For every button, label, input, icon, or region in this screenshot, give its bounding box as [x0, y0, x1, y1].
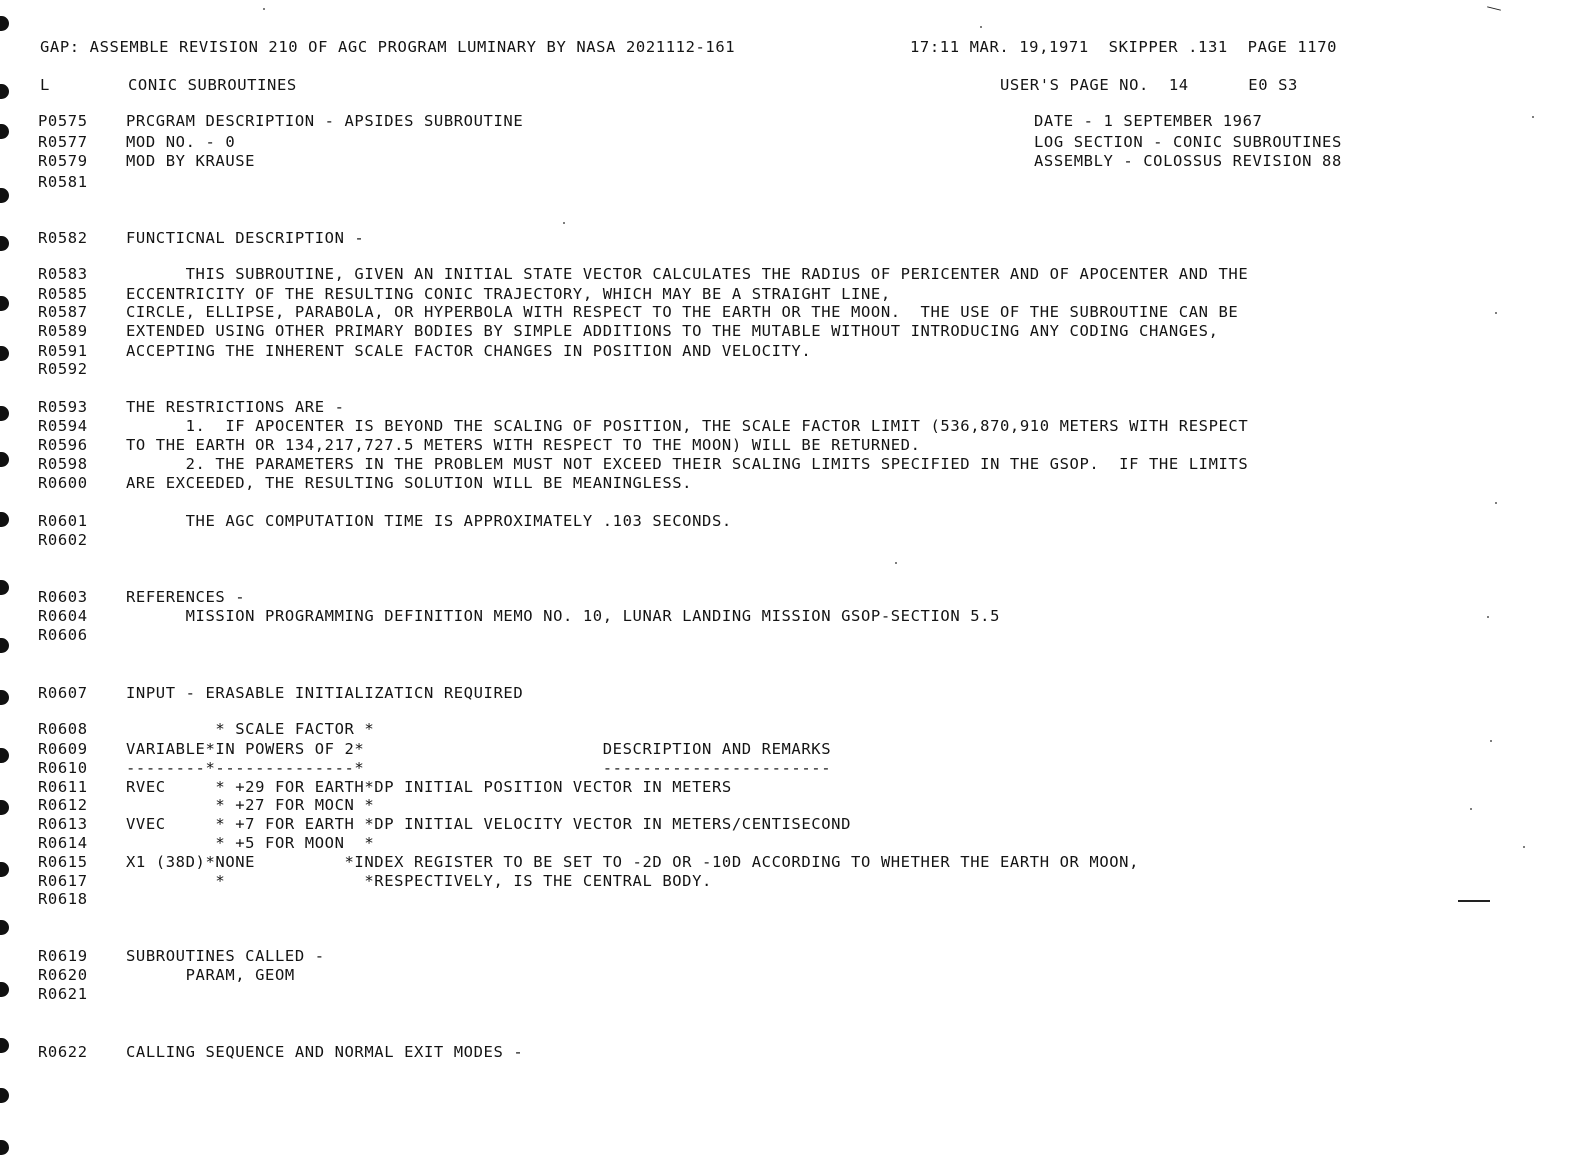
scan-speck: [1523, 846, 1525, 848]
line-text: MOD BY KRAUSE: [126, 152, 256, 170]
binder-mark: [0, 982, 9, 997]
users-page-number: USER'S PAGE NO. 14 E0 S3: [1000, 76, 1298, 94]
line-text: * SCALE FACTOR *: [126, 720, 375, 738]
line-text: --------*--------------* -----------------------: [126, 759, 832, 777]
binder-mark: [0, 1140, 9, 1155]
scan-speck: [1495, 312, 1497, 314]
line-text: X1 (38D)*NONE *INDEX REGISTER TO BE SET TO -2D OR -10D ACCORDING TO WHETHER THE EARTH OR MOON,: [126, 853, 1140, 871]
scan-mark: [1487, 6, 1501, 10]
binder-mark: [0, 800, 9, 815]
line-text: 2. THE PARAMETERS IN THE PROBLEM MUST NOT EXCEED THEIR SCALING LIMITS SPECIFIED IN THE GSOP. IF THE LIMITS: [126, 455, 1249, 473]
line-text: * +27 FOR MOCN *: [126, 796, 375, 814]
scan-speck: [563, 222, 565, 224]
line-number: R0602: [38, 531, 88, 549]
line-number: R0613: [38, 815, 88, 833]
binder-mark: [0, 580, 9, 595]
line-number: R0596: [38, 436, 88, 454]
line-text: THE AGC COMPUTATION TIME IS APPROXIMATELY .103 SECONDS.: [126, 512, 732, 530]
line-number: R0609: [38, 740, 88, 758]
binder-mark: [0, 748, 9, 763]
binder-mark: [0, 346, 9, 361]
line-text: MOD NO. - 0: [126, 133, 236, 151]
line-text: ARE EXCEEDED, THE RESULTING SOLUTION WILL BE MEANINGLESS.: [126, 474, 693, 492]
line-text: FUNCTICNAL DESCRIPTION -: [126, 229, 365, 247]
binder-mark: [0, 862, 9, 877]
binder-mark: [0, 690, 9, 705]
scan-speck: [1495, 502, 1497, 504]
line-number: R0619: [38, 947, 88, 965]
line-number: R0622: [38, 1043, 88, 1061]
line-number: R0593: [38, 398, 88, 416]
scan-speck: [263, 8, 265, 10]
line-number: R0583: [38, 265, 88, 283]
line-number: R0592: [38, 360, 88, 378]
line-number: R0607: [38, 684, 88, 702]
scan-speck: [1490, 740, 1492, 742]
line-number: P0575: [38, 112, 88, 130]
line-text: REFERENCES -: [126, 588, 246, 606]
line-text: THIS SUBROUTINE, GIVEN AN INITIAL STATE VECTOR CALCULATES THE RADIUS OF PERICENTER AND OF APOCENTER AND THE: [126, 265, 1249, 283]
line-number: R0621: [38, 985, 88, 1003]
line-number: R0611: [38, 778, 88, 796]
binder-mark: [0, 512, 9, 527]
line-number: R0618: [38, 890, 88, 908]
scan-speck: [1487, 616, 1489, 618]
binder-mark: [0, 124, 9, 139]
binder-mark: [0, 1038, 9, 1053]
line-text: RVEC * +29 FOR EARTH*DP INITIAL POSITION VECTOR IN METERS: [126, 778, 732, 796]
line-number: R0608: [38, 720, 88, 738]
line-number: R0617: [38, 872, 88, 890]
binder-mark: [0, 16, 9, 31]
line-text: * +5 FOR MOON *: [126, 834, 375, 852]
binder-mark: [0, 452, 9, 467]
line-text: CALLING SEQUENCE AND NORMAL EXIT MODES -: [126, 1043, 524, 1061]
line-number: R0582: [38, 229, 88, 247]
binder-mark: [0, 920, 9, 935]
section-title: CONIC SUBROUTINES: [128, 76, 297, 94]
line-number: R0604: [38, 607, 88, 625]
binder-mark: [0, 406, 9, 421]
scan-speck: [1532, 116, 1534, 118]
line-number: R0614: [38, 834, 88, 852]
line-number: R0606: [38, 626, 88, 644]
line-number: R0587: [38, 303, 88, 321]
section-code: L: [40, 76, 50, 94]
line-number: R0577: [38, 133, 88, 151]
scan-mark: [1458, 900, 1490, 902]
line-text: PRCGRAM DESCRIPTION - APSIDES SUBROUTINE: [126, 112, 524, 130]
scan-speck: [980, 26, 982, 28]
line-text: VVEC * +7 FOR EARTH *DP INITIAL VELOCITY VECTOR IN METERS/CENTISECOND: [126, 815, 852, 833]
binder-mark: [0, 638, 9, 653]
line-number: R0612: [38, 796, 88, 814]
line-text: THE RESTRICTIONS ARE -: [126, 398, 345, 416]
line-number: R0620: [38, 966, 88, 984]
scan-speck: [1470, 808, 1472, 810]
line-number: R0585: [38, 285, 88, 303]
line-text: MISSION PROGRAMMING DEFINITION MEMO NO. 10, LUNAR LANDING MISSION GSOP-SECTION 5.5: [126, 607, 1000, 625]
line-number: R0610: [38, 759, 88, 777]
binder-mark: [0, 1088, 9, 1103]
line-text: * *RESPECTIVELY, IS THE CENTRAL BODY.: [126, 872, 712, 890]
scan-speck: [895, 562, 897, 564]
line-right-text: ASSEMBLY - COLOSSUS REVISION 88: [1034, 152, 1342, 170]
line-text: ACCEPTING THE INHERENT SCALE FACTOR CHANGES IN POSITION AND VELOCITY.: [126, 342, 812, 360]
line-number: R0581: [38, 173, 88, 191]
binder-mark: [0, 188, 9, 203]
header-timestamp: 17:11 MAR. 19,1971 SKIPPER .131 PAGE 1170: [910, 38, 1338, 56]
line-right-text: DATE - 1 SEPTEMBER 1967: [1034, 112, 1263, 130]
binder-mark: [0, 296, 9, 311]
line-number: R0594: [38, 417, 88, 435]
line-number: R0591: [38, 342, 88, 360]
assembly-header: GAP: ASSEMBLE REVISION 210 OF AGC PROGRAM LUMINARY BY NASA 2021112-161: [40, 38, 736, 56]
line-number: R0615: [38, 853, 88, 871]
line-text: PARAM, GEOM: [126, 966, 295, 984]
line-text: VARIABLE*IN POWERS OF 2* DESCRIPTION AND REMARKS: [126, 740, 832, 758]
line-number: R0579: [38, 152, 88, 170]
line-number: R0589: [38, 322, 88, 340]
binder-mark: [0, 236, 9, 251]
line-right-text: LOG SECTION - CONIC SUBROUTINES: [1034, 133, 1342, 151]
line-number: R0600: [38, 474, 88, 492]
line-text: EXTENDED USING OTHER PRIMARY BODIES BY SIMPLE ADDITIONS TO THE MUTABLE WITHOUT INTRODUCING ANY CODING CHANGES,: [126, 322, 1219, 340]
line-text: ECCENTRICITY OF THE RESULTING CONIC TRAJECTORY, WHICH MAY BE A STRAIGHT LINE,: [126, 285, 891, 303]
line-text: SUBROUTINES CALLED -: [126, 947, 325, 965]
binder-mark: [0, 84, 9, 99]
line-number: R0598: [38, 455, 88, 473]
line-number: R0603: [38, 588, 88, 606]
line-text: INPUT - ERASABLE INITIALIZATICN REQUIRED: [126, 684, 524, 702]
line-text: CIRCLE, ELLIPSE, PARABOLA, OR HYPERBOLA WITH RESPECT TO THE EARTH OR THE MOON. THE USE OF THE SUBROUTINE CAN BE: [126, 303, 1239, 321]
line-text: TO THE EARTH OR 134,217,727.5 METERS WITH RESPECT TO THE MOON) WILL BE RETURNED.: [126, 436, 921, 454]
line-text: 1. IF APOCENTER IS BEYOND THE SCALING OF POSITION, THE SCALE FACTOR LIMIT (536,870,910 METERS WITH RESPECT: [126, 417, 1249, 435]
line-number: R0601: [38, 512, 88, 530]
